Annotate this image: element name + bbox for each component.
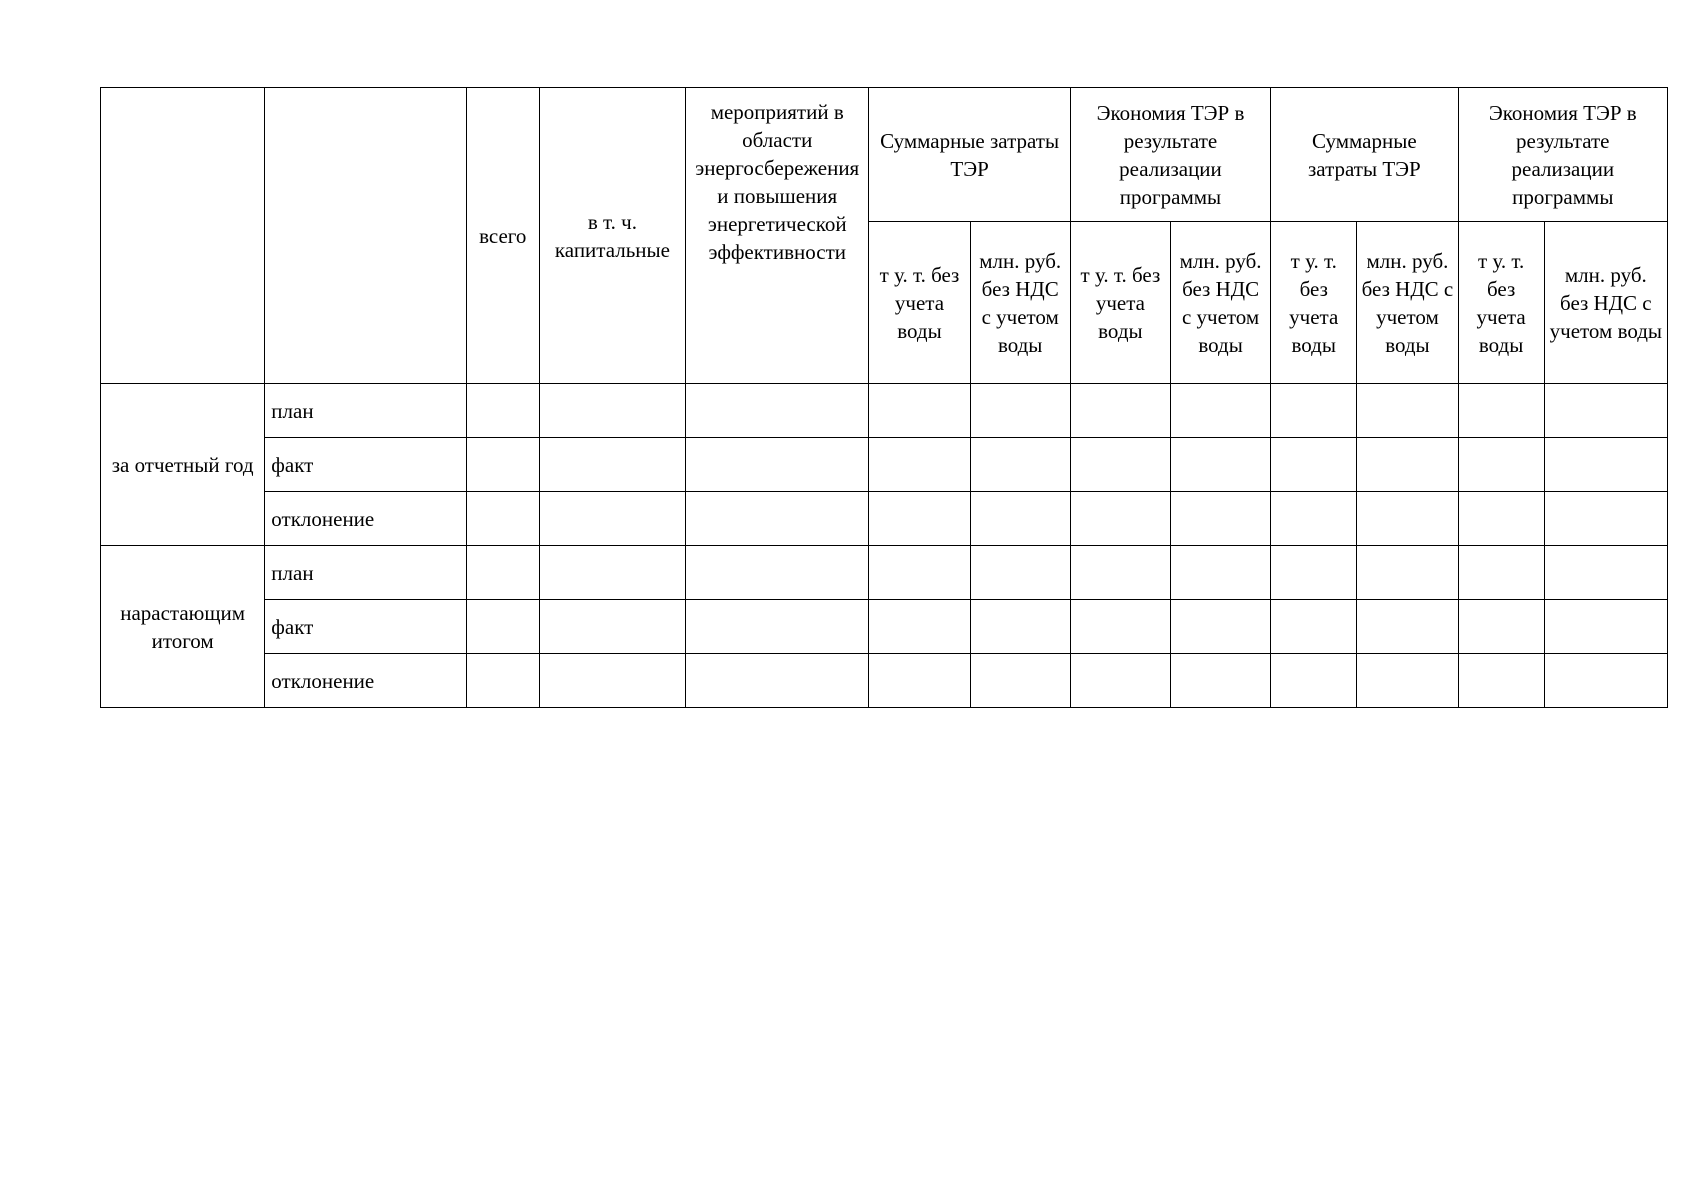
row-label: план: [265, 384, 466, 438]
table-cell: [1544, 384, 1667, 438]
header-sub-mln-rub: млн. руб. без НДС с учетом воды: [970, 222, 1070, 384]
table-cell: [1170, 384, 1270, 438]
table-cell: [1458, 492, 1544, 546]
table-cell: [869, 438, 970, 492]
table-cell: [869, 546, 970, 600]
table-cell: [1070, 438, 1170, 492]
table-cell: [686, 600, 869, 654]
header-sub-mln-rub: млн. руб. без НДС с учетом воды: [1357, 222, 1458, 384]
table-cell: [1357, 546, 1458, 600]
table-cell: [1458, 546, 1544, 600]
table-cell: [539, 492, 685, 546]
table-cell: [1357, 654, 1458, 708]
table-cell: [970, 438, 1070, 492]
table-cell: [466, 654, 539, 708]
table-cell: [1170, 438, 1270, 492]
header-empty-cell-2: [265, 88, 466, 384]
table-row: [101, 600, 1668, 654]
table-cell: [1544, 492, 1667, 546]
header-capital: в т. ч. капитальные: [539, 88, 685, 384]
header-sub-tut: т у. т. без учета воды: [1070, 222, 1170, 384]
table-cell: [1544, 438, 1667, 492]
table-row: [101, 654, 1668, 708]
table-cell: [686, 384, 869, 438]
table-cell: [466, 600, 539, 654]
table-cell: [686, 546, 869, 600]
row-label: план: [265, 546, 466, 600]
table-body: [101, 384, 1668, 708]
table-cell: [1271, 384, 1357, 438]
table-cell: [1170, 546, 1270, 600]
table-cell: [1458, 654, 1544, 708]
table-cell: [1070, 546, 1170, 600]
table-row: [101, 546, 1668, 600]
header-empty-cell-1: [101, 88, 265, 384]
table-cell: [466, 438, 539, 492]
table-cell: [1070, 600, 1170, 654]
row-label: отклонение: [265, 654, 466, 708]
table-cell: [970, 492, 1070, 546]
group-label: нарастающим итогом: [101, 546, 265, 708]
table-cell: [1170, 600, 1270, 654]
table-cell: [970, 654, 1070, 708]
table-cell: [1271, 438, 1357, 492]
row-label: факт: [265, 600, 466, 654]
table-cell: [869, 654, 970, 708]
table-cell: [1170, 654, 1270, 708]
header-group-total-costs: Суммарные затраты ТЭР: [869, 88, 1070, 222]
table-cell: [1544, 600, 1667, 654]
header-group-savings: Экономия ТЭР в результате реализации программы: [1458, 88, 1667, 222]
table-cell: [466, 384, 539, 438]
table-cell: [869, 600, 970, 654]
table-cell: [1170, 492, 1270, 546]
table-cell: [970, 384, 1070, 438]
table-cell: [1357, 384, 1458, 438]
table-cell: [1544, 546, 1667, 600]
table-cell: [869, 492, 970, 546]
header-sub-mln-rub: млн. руб. без НДС с учетом воды: [1170, 222, 1270, 384]
table-cell: [539, 654, 685, 708]
table-cell: [539, 600, 685, 654]
header-group-total-costs: Суммарные затраты ТЭР: [1271, 88, 1458, 222]
table-cell: [1357, 600, 1458, 654]
table-cell: [1544, 654, 1667, 708]
table-cell: [970, 600, 1070, 654]
table-cell: [539, 546, 685, 600]
table-cell: [1357, 438, 1458, 492]
table-cell: [1458, 438, 1544, 492]
table-cell: [686, 438, 869, 492]
table-cell: [1070, 384, 1170, 438]
header-sub-tut: т у. т. без учета воды: [869, 222, 970, 384]
group-label: за отчетный год: [101, 384, 265, 546]
table-cell: [466, 546, 539, 600]
table-header: [101, 88, 1668, 384]
row-label: факт: [265, 438, 466, 492]
row-label: отклонение: [265, 492, 466, 546]
table-cell: [1458, 384, 1544, 438]
table-cell: [466, 492, 539, 546]
table-row: [101, 492, 1668, 546]
table-cell: [970, 546, 1070, 600]
header-group-savings: Экономия ТЭР в результате реализации программы: [1070, 88, 1270, 222]
header-total: всего: [466, 88, 539, 384]
table-cell: [1458, 600, 1544, 654]
table-cell: [686, 492, 869, 546]
table-cell: [1271, 546, 1357, 600]
table-cell: [539, 384, 685, 438]
table-cell: [1070, 492, 1170, 546]
table-row: [101, 384, 1668, 438]
table-cell: [539, 438, 685, 492]
table-cell: [1271, 492, 1357, 546]
report-table: [100, 87, 1668, 708]
header-measures: мероприятий в области энергосбережения и повышения энергетической эффективности: [686, 88, 869, 384]
header-sub-tut: т у. т. без учета воды: [1271, 222, 1357, 384]
table-cell: [1357, 492, 1458, 546]
table-cell: [1070, 654, 1170, 708]
table-cell: [686, 654, 869, 708]
table-cell: [1271, 654, 1357, 708]
table-row: [101, 438, 1668, 492]
table-cell: [869, 384, 970, 438]
table-cell: [1271, 600, 1357, 654]
header-sub-mln-rub: млн. руб. без НДС с учетом воды: [1544, 222, 1667, 384]
header-sub-tut: т у. т. без учета воды: [1458, 222, 1544, 384]
